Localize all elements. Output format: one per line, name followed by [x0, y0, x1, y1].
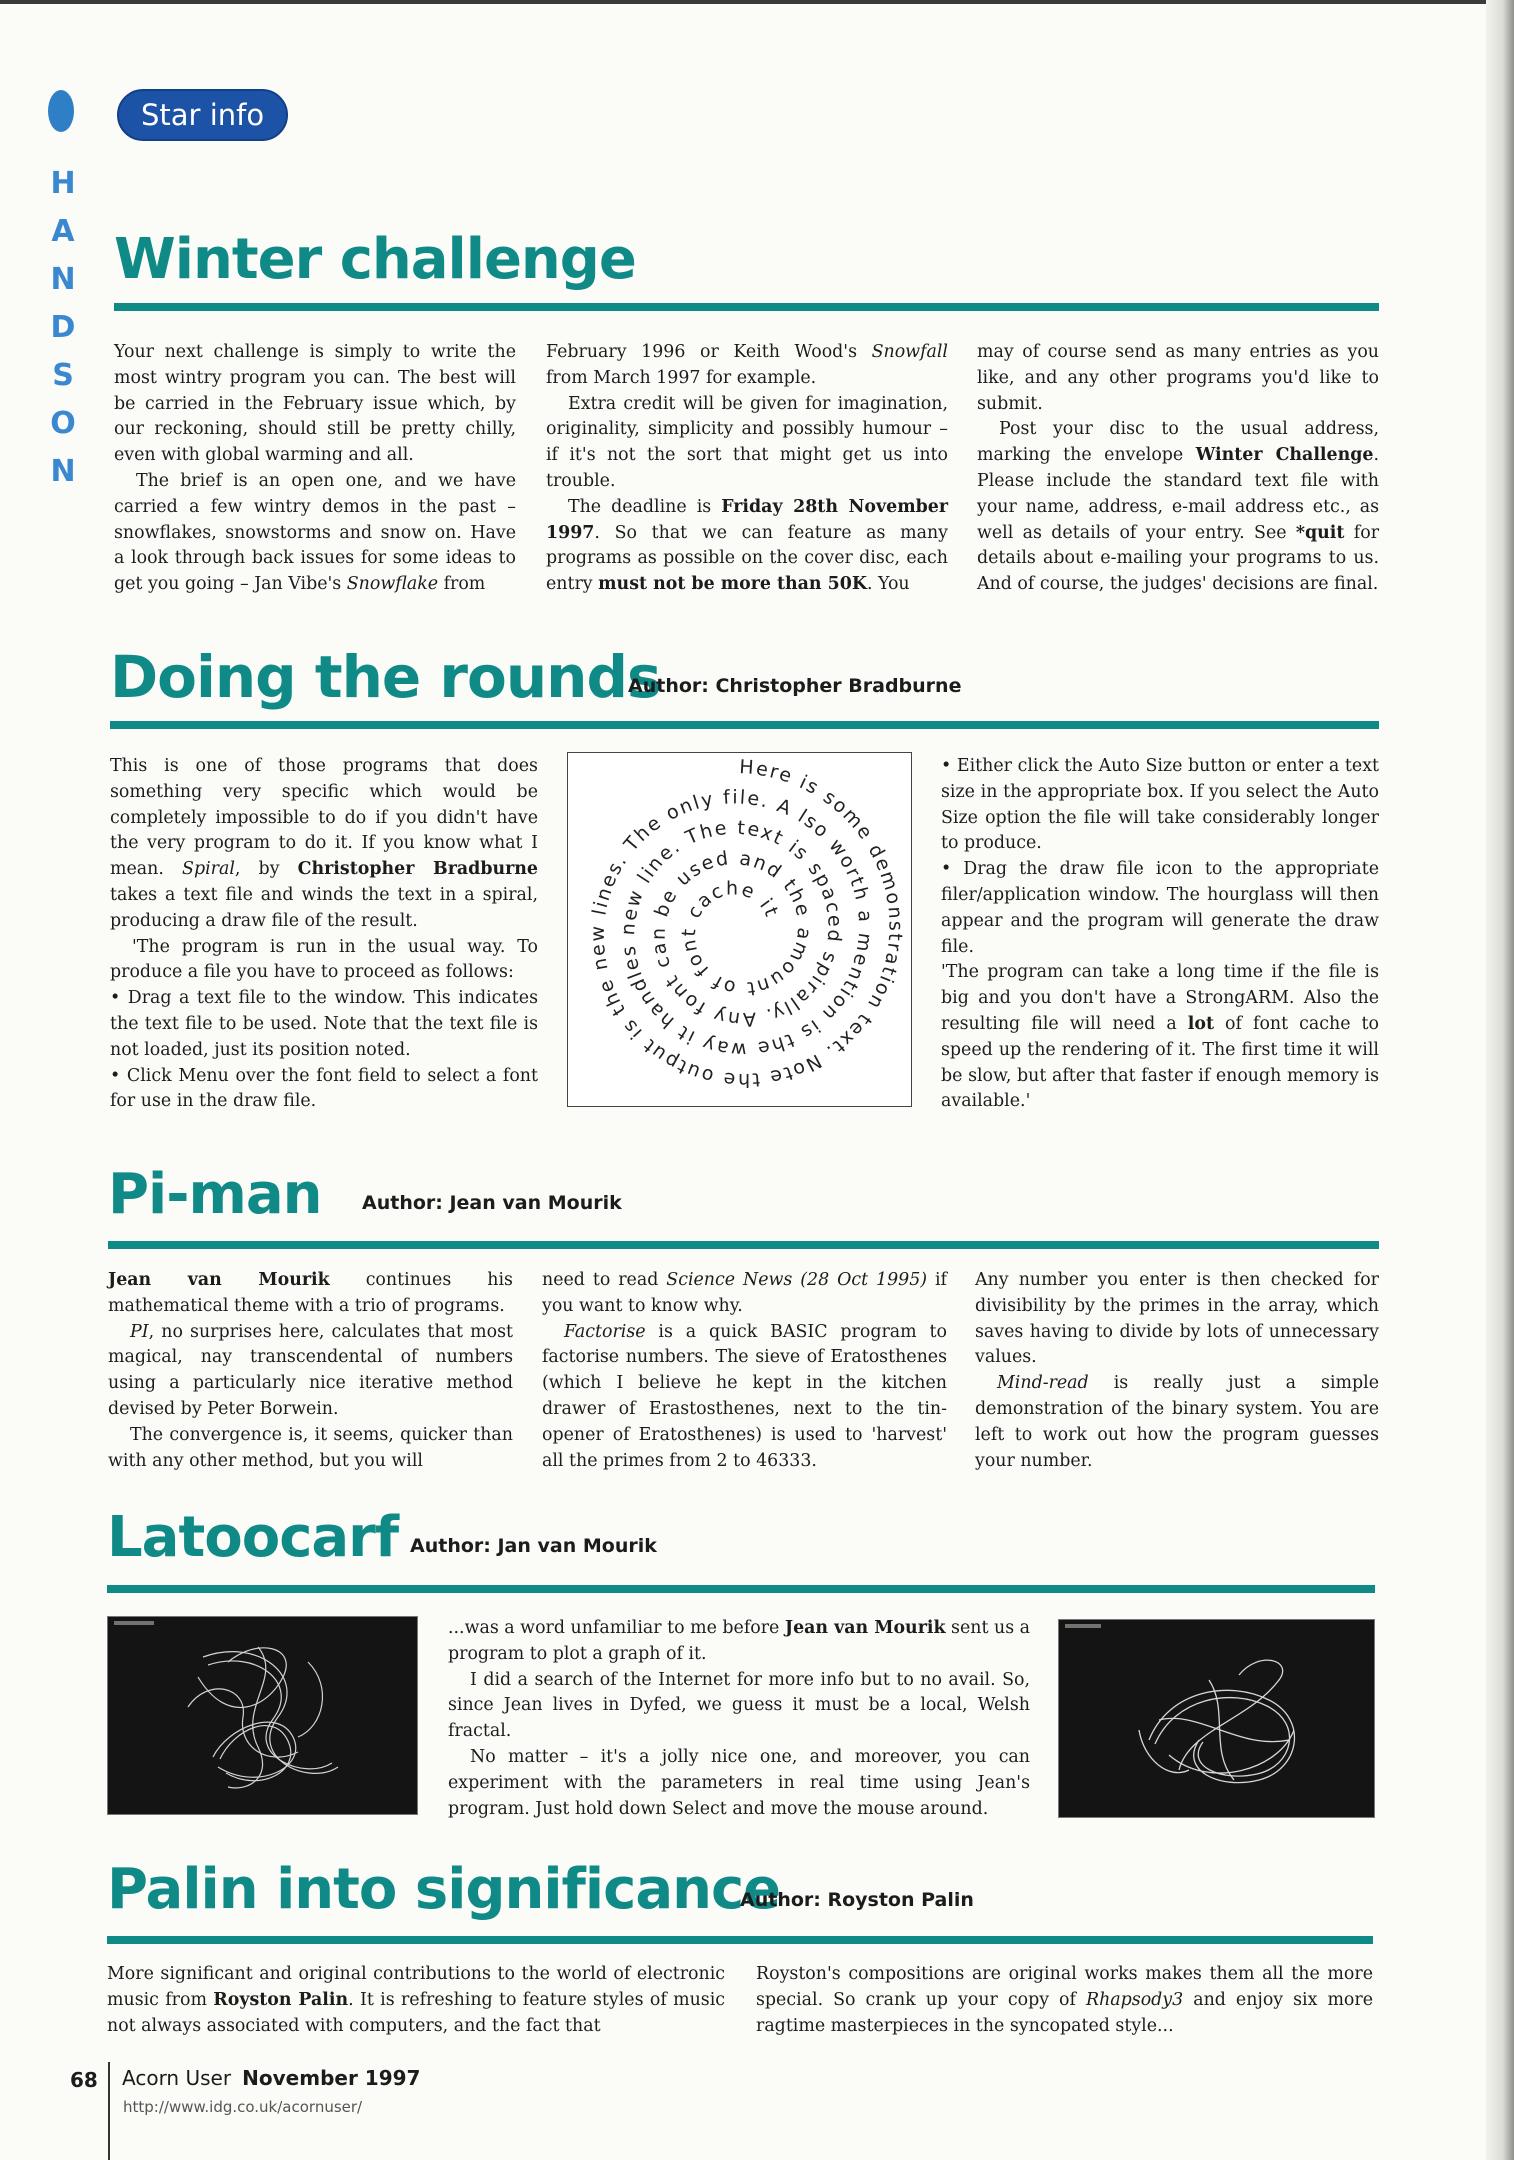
rounds-c1-bullet-2: • Click Menu over the font field to select a font for use in the draw file.	[110, 1065, 538, 1112]
piman-c3-p1: Any number you enter is then checked for divisibility by the primes in the array, which saves having to divide by lots of unnecessary values.	[975, 1270, 1379, 1368]
section-bullet-icon	[48, 90, 74, 132]
winter-rule	[114, 303, 1379, 311]
rounds-col-3	[941, 754, 1379, 1115]
latoocarf-p2: I did a search of the Internet for more info but to no avail. So, since Jean lives in Dyfed, we guess it must be a local, Welsh fractal.	[448, 1669, 1030, 1742]
winter-col-1	[114, 340, 516, 598]
latoocarf-screenshot-left	[107, 1616, 418, 1815]
spiral-text: Here is some demonstration text. Note the output is the new lines. The only file. A lso worth a mention is the way it handles new line. The text is spaced spirally. Any font can be used and the amount of font cache it	[586, 756, 907, 1091]
winter-col-3	[977, 340, 1379, 598]
latoocarf-screenshot-right	[1058, 1619, 1375, 1818]
winter-c2-p3: The deadline is Friday 28th November 1997. So that we can feature as many programs as possible on the cover disc, each entry must not be more than 50K. You	[546, 496, 948, 595]
palin-rule	[107, 1936, 1373, 1944]
rail-letter: N	[50, 262, 76, 297]
fractal-image-right	[1059, 1620, 1374, 1817]
winter-c3-p2: Post your disc to the usual address, marking the envelope Winter Challenge. Please include the standard text file with your name, address, e-mail address etc., as well as details of your entry. See *quit for details about e-mailing your programs to us. And of course, the judges' decisions are final.	[977, 419, 1380, 595]
rounds-c3-bullet-2: • Drag the draw file icon to the appropriate filer/application window. The hourglass will then appear and the program will generate the draw file.	[941, 859, 1379, 957]
piman-rule	[108, 1241, 1379, 1249]
rounds-c1-p1: This is one of those programs that does something very specific which would be completely impossible to do if you didn't have the very program to do it. If you know what I mean. Spiral, by Christopher Bradburne takes a text file and winds the text in a spiral, producing a draw file of the result.	[110, 756, 538, 931]
rounds-c1-bullet-1: • Drag a text file to the window. This indicates the text file to be used. Note that the text file is not loaded, just its position noted.	[110, 988, 538, 1060]
winter-heading: Winter challenge	[114, 227, 636, 292]
palin-col-2	[756, 1962, 1373, 2039]
piman-c1-p2: PI, no surprises here, calculates that most magical, nay transcendental of numbers using a particularly nice iterative method devised by Peter Borwein.	[108, 1321, 513, 1419]
winter-c2-p1: February 1996 or Keith Wood's Snowfall from March 1997 for example.	[546, 342, 948, 388]
latoocarf-p3: No matter – it's a jolly nice one, and moreover, you can experiment with the parameters in real time using Jean's program. Just hold down Select and move the mouse around.	[448, 1746, 1030, 1819]
rounds-rule	[110, 721, 1379, 729]
footer-divider	[108, 2062, 110, 2160]
piman-col-1	[108, 1268, 513, 1474]
rail-letter: N	[50, 454, 76, 489]
piman-c1-p3: The convergence is, it seems, quicker than with any other method, but you will	[108, 1424, 513, 1471]
rounds-author: Author: Christopher Bradburne	[628, 675, 962, 697]
latoocarf-author: Author: Jan van Mourik	[410, 1535, 657, 1557]
winter-c1-p1: Your next challenge is simply to write the most wintry program you can. The best will be carried in the February issue which, by our reckoning, should still be pretty chilly, even with global warming and all.	[114, 342, 516, 466]
magazine-url: http://www.idg.co.uk/acornuser/	[123, 2098, 363, 2116]
latoocarf-body	[448, 1616, 1030, 1822]
rounds-col-1	[110, 754, 538, 1115]
palin-col-1	[107, 1962, 725, 2039]
latoocarf-p1: ...was a word unfamiliar to me before Jean van Mourik sent us a program to plot a graph of it.	[448, 1618, 1031, 1664]
palin-author: Author: Royston Palin	[740, 1889, 974, 1911]
winter-c2-p2: Extra credit will be given for imagination, originality, simplicity and possibly humour – if it's not the sort that might get us into trouble.	[546, 393, 948, 491]
latoocarf-heading: Latoocarf	[107, 1505, 399, 1570]
magazine-name: Acorn User	[122, 2066, 232, 2090]
palin-heading: Palin into significance	[107, 1857, 781, 1922]
piman-c2-p1: need to read Science News (28 Oct 1995) if you want to know why.	[542, 1270, 947, 1316]
rail-letter: O	[50, 406, 76, 441]
section-rail	[46, 160, 80, 496]
winter-col-2	[546, 340, 948, 598]
issue-date: November 1997	[242, 2066, 421, 2090]
spiral-figure	[567, 752, 912, 1107]
page-number: 68	[70, 2068, 98, 2092]
rail-letter: H	[50, 166, 76, 201]
page-top-edge	[0, 0, 1514, 4]
piman-heading: Pi-man	[108, 1162, 322, 1227]
spiral-text-graphic	[568, 753, 911, 1106]
latoocarf-rule	[107, 1585, 1375, 1593]
rounds-c3-p3: 'The program can take a long time if the file is big and you don't have a StrongARM. Also the resulting file will need a lot of font cache to speed up the rendering of it. The first time it will be slow, but after that faster if enough memory is available.'	[941, 962, 1380, 1112]
palin-c1-p1: More significant and original contributions to the world of electronic music from Royston Palin. It is refreshing to feature styles of music not always associated with computers, and the fact that	[107, 1964, 726, 2036]
footer-masthead	[122, 2066, 420, 2090]
star-info-tag: Star info	[117, 89, 288, 141]
piman-col-3	[975, 1268, 1379, 1474]
rail-letter: S	[52, 358, 74, 393]
winter-c1-p2: The brief is an open one, and we have carried a few wintry demos in the past – snowflakes, snowstorms and snow on. Have a look through back issues for some ideas to get you going – Jan Vibe's Snowflake from	[114, 470, 516, 595]
piman-col-2	[542, 1268, 947, 1474]
piman-author: Author: Jean van Mourik	[362, 1192, 622, 1214]
palin-c2-p1: Royston's compositions are original works makes them all the more special. So crank up your copy of Rhapsody3 and enjoy six more ragtime masterpieces in the syncopated style...	[756, 1964, 1374, 2036]
winter-c3-p1: may of course send as many entries as you like, and any other programs you'd like to submit.	[977, 342, 1379, 414]
rounds-heading: Doing the rounds	[110, 643, 661, 711]
piman-c3-p2: Mind-read is really just a simple demonstration of the binary system. You are left to work out how the program guesses your number.	[975, 1373, 1379, 1471]
svg-text:Here is some demonstration tex	[568, 753, 906, 1091]
rail-letter: D	[50, 310, 76, 345]
piman-c2-p2: Factorise is a quick BASIC program to factorise numbers. The sieve of Eratosthenes (which I believe he kept in the kitchen drawer of Erastosthenes, next to the tin-opener of Eratosthenes) is used to 'harvest' all the primes from 2 to 46333.	[542, 1321, 947, 1471]
piman-c1-p1: Jean van Mourik continues his mathematical theme with a trio of programs.	[108, 1270, 513, 1316]
fractal-image-left	[108, 1617, 417, 1814]
page-right-edge	[1486, 0, 1514, 2160]
rounds-c3-bullet-1: • Either click the Auto Size button or enter a text size in the appropriate box. If you select the Auto Size option the file will take considerably longer to produce.	[941, 756, 1379, 854]
rounds-c1-p2: 'The program is run in the usual way. To produce a file you have to proceed as follows:	[110, 936, 538, 983]
rail-letter: A	[51, 214, 75, 249]
